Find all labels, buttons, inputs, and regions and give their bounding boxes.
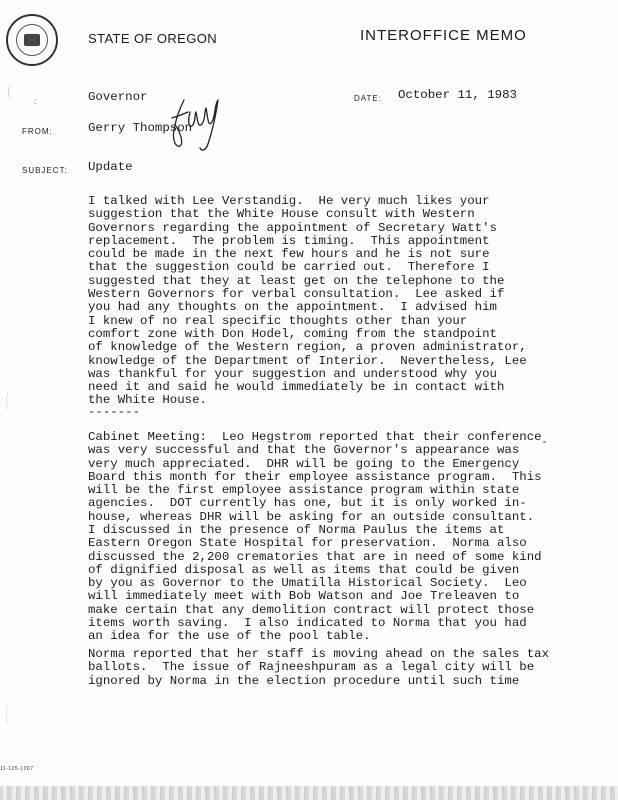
- subject-value: Update: [88, 160, 133, 174]
- form-number: 11-125-1367: [0, 766, 34, 772]
- subject-label: SUBJECT:: [22, 166, 68, 175]
- paragraph-lee-verstandig: I talked with Lee Verstandig. He very much likes your suggestion that the White House consult with Western Governors regarding the appointment of Secretary Watt's replacement. The problem is timing. This appointment could be made in the next few hours and he is not sure that the suggestion could be carried out. Therefore I suggested that they at least get on the telephone to the Western Governors for verbal consultation. Lee asked if you had any thoughts on the appointment. I advised him I knew of no real specific thoughts other than your comfort zone with Don Hodel, coming from the standpoint of knowledge of the Western region, a proven administrator, knowledge of the Department of Interior. Nevertheless, Lee was thankful for your suggestion and understood why you need it and said he would immediately be in contact with the White House.: [88, 194, 527, 408]
- margin-crease-mark: [6, 700, 13, 726]
- paragraph-eastern-oregon-hospital: I discussed in the presence of Norma Paulus the items at Eastern Oregon State Hospital for preservation. Norma also discussed the 2,200 crematories that are in need of some kind of dignified disposal as well as items that could be given by you as Governor to the Umatilla Historical Society. Leo will immediately meet with Bob Watson and Joe Treleaven to make certain that any demolition contract will protect those items worth saving. I also indicated to Norma that you had an idea for the use of the pool table.: [88, 523, 542, 644]
- oregon-seal-icon: [6, 14, 58, 66]
- punch-hole-mark: [8, 84, 19, 100]
- date-value: October 11, 1983: [398, 88, 517, 102]
- date-label: DATE:: [354, 94, 382, 103]
- to-value: Governor: [88, 90, 148, 104]
- paragraph-cabinet-meeting: Cabinet Meeting: Leo Hegstrom reported that their conference was very successful and that the Governor's appearance was very much appreciated. DHR will be going to the Emergency Board this month for their employee assistance program. This will be the first employee assistance program within state agencies. DOT currently has one, but it is only worked in- house, whereas DHR will be asking for an outside consultant.: [88, 430, 542, 524]
- to-label: :: [34, 97, 38, 106]
- handwritten-signature: [150, 88, 230, 168]
- scan-edge-strip: [0, 786, 618, 800]
- from-value: Gerry Thompson: [88, 121, 193, 135]
- memo-type-title: INTEROFFICE MEMO: [360, 27, 527, 44]
- seal-shield-icon: [24, 34, 40, 46]
- organization-name: STATE OF OREGON: [88, 31, 218, 46]
- stray-speck: [543, 441, 546, 443]
- paragraph-sales-tax-ballots: Norma reported that her staff is moving ahead on the sales tax ballots. The issue of Rajneeshpuram as a legal city will be ignored by Norma in the election procedure until such time: [88, 647, 550, 688]
- from-label: FROM:: [22, 127, 53, 136]
- margin-crease-mark: [6, 390, 13, 412]
- section-divider: -------: [88, 405, 141, 419]
